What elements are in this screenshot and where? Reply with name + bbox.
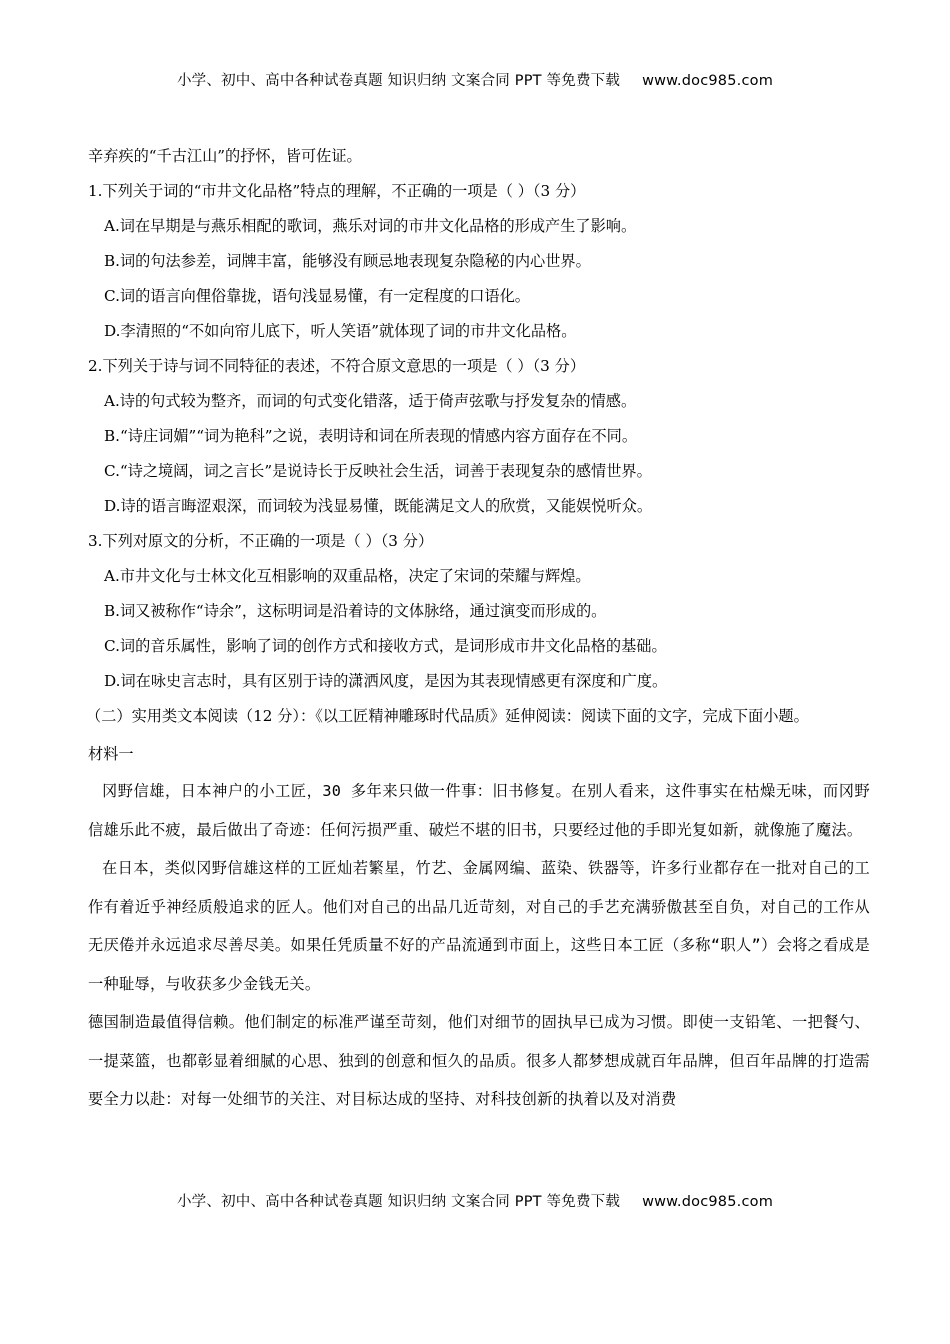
option-b: B.“诗庄词媚”“词为艳科”之说，表明诗和词在所表现的情感内容方面存在不同。 — [104, 427, 638, 445]
question-1 — [88, 174, 870, 349]
option-a: A.诗的句式较为整齐，而词的句式变化错落，适于倚声弦歌与抒发复杂的情感。 — [104, 392, 637, 410]
section-title: （二）实用类文本阅读（12 分）：《以工匠精神雕琢时代品质》延伸阅读：阅读下面的文字，完成下面小题。 — [86, 707, 809, 725]
footer-text: 小学、初中、高中各种试卷真题 知识归纳 文案合同 PPT 等免费下载 — [176, 1194, 621, 1210]
question-2 — [88, 349, 870, 524]
page-footer — [0, 1190, 950, 1211]
option-c: C.词的音乐属性，影响了词的创作方式和接收方式，是词形成市井文化品格的基础。 — [104, 637, 667, 655]
intro-line: 辛弃疾的“千古江山”的抒怀，皆可佐证。 — [88, 147, 362, 165]
question-stem: 2.下列关于诗与词不同特征的表述，不符合原文意思的一项是（ ）（3 分） — [88, 357, 586, 375]
option-a: A.词在早期是与燕乐相配的歌词，燕乐对词的市井文化品格的形成产生了影响。 — [104, 217, 637, 235]
question-stem: 3.下列对原文的分析，不正确的一项是（ ）（3 分） — [88, 532, 434, 550]
question-3 — [88, 524, 870, 699]
option-b: B.词的句法参差，词牌丰富，能够没有顾忌地表现复杂隐秘的内心世界。 — [104, 252, 591, 270]
material-label: 材料一 — [88, 745, 134, 763]
option-c: C.“诗之境阔，词之言长”是说诗长于反映社会生活，词善于表现复杂的感情世界。 — [104, 462, 652, 480]
header-site-link[interactable]: www.doc985.com — [642, 73, 774, 89]
header-text: 小学、初中、高中各种试卷真题 知识归纳 文案合同 PPT 等免费下载 — [176, 73, 621, 89]
document-body — [88, 139, 870, 1119]
option-a: A.市井文化与士林文化互相影响的双重品格，决定了宋词的荣耀与辉煌。 — [104, 567, 591, 585]
page-header — [0, 69, 950, 90]
paragraph-2: 在日本，类似冈野信雄这样的工匠灿若繁星，竹艺、金属网编、蓝染、铁器等，许多行业都存在一批对自己的工作有着近乎神经质般追求的匠人。他们对自己的出品几近苛刻，对自己的手艺充满骄傲甚至自负，对自己的工作从无厌倦并永远追求尽善尽美。如果任凭质量不好的产品流通到市面上，这些日本工匠（多称“职人”）会将之看成是一种耻辱，与收获多少金钱无关。 — [88, 859, 870, 993]
footer-site-link[interactable]: www.doc985.com — [642, 1194, 774, 1210]
paragraph-3: 德国制造最值得信赖。他们制定的标准严谨至苛刻，他们对细节的固执早已成为习惯。即使一支铅笔、一把餐勺、一提菜篮，也都彰显着细腻的心思、独到的创意和恒久的品质。很多人都梦想成就百年品牌，但百年品牌的打造需要全力以赴：对每一处细节的关注、对目标达成的坚持、对科技创新的执着以及对消费 — [88, 1013, 870, 1108]
paragraph-1: 冈野信雄，日本神户的小工匠，30 多年来只做一件事：旧书修复。在别人看来，这件事实在枯燥无味，而冈野信雄乐此不疲，最后做出了奇迹：任何污损严重、破烂不堪的旧书，只要经过他的手即光复如新，就像施了魔法。 — [88, 782, 870, 839]
question-stem: 1.下列关于词的“市井文化品格”特点的理解，不正确的一项是（ ）（3 分） — [88, 182, 586, 200]
option-d: D.词在咏史言志时，具有区别于诗的潇洒风度，是因为其表现情感更有深度和广度。 — [104, 672, 668, 690]
option-c: C.词的语言向俚俗靠拢，语句浅显易懂，有一定程度的口语化。 — [104, 287, 530, 305]
option-d: D.诗的语言晦涩艰深，而词较为浅显易懂，既能满足文人的欣赏，又能娱悦听众。 — [104, 497, 653, 515]
option-b: B.词又被称作“诗余”，这标明词是沿着诗的文体脉络，通过演变而形成的。 — [104, 602, 607, 620]
option-d: D.李清照的“不如向帘儿底下，听人笑语”就体现了词的市井文化品格。 — [104, 322, 577, 340]
